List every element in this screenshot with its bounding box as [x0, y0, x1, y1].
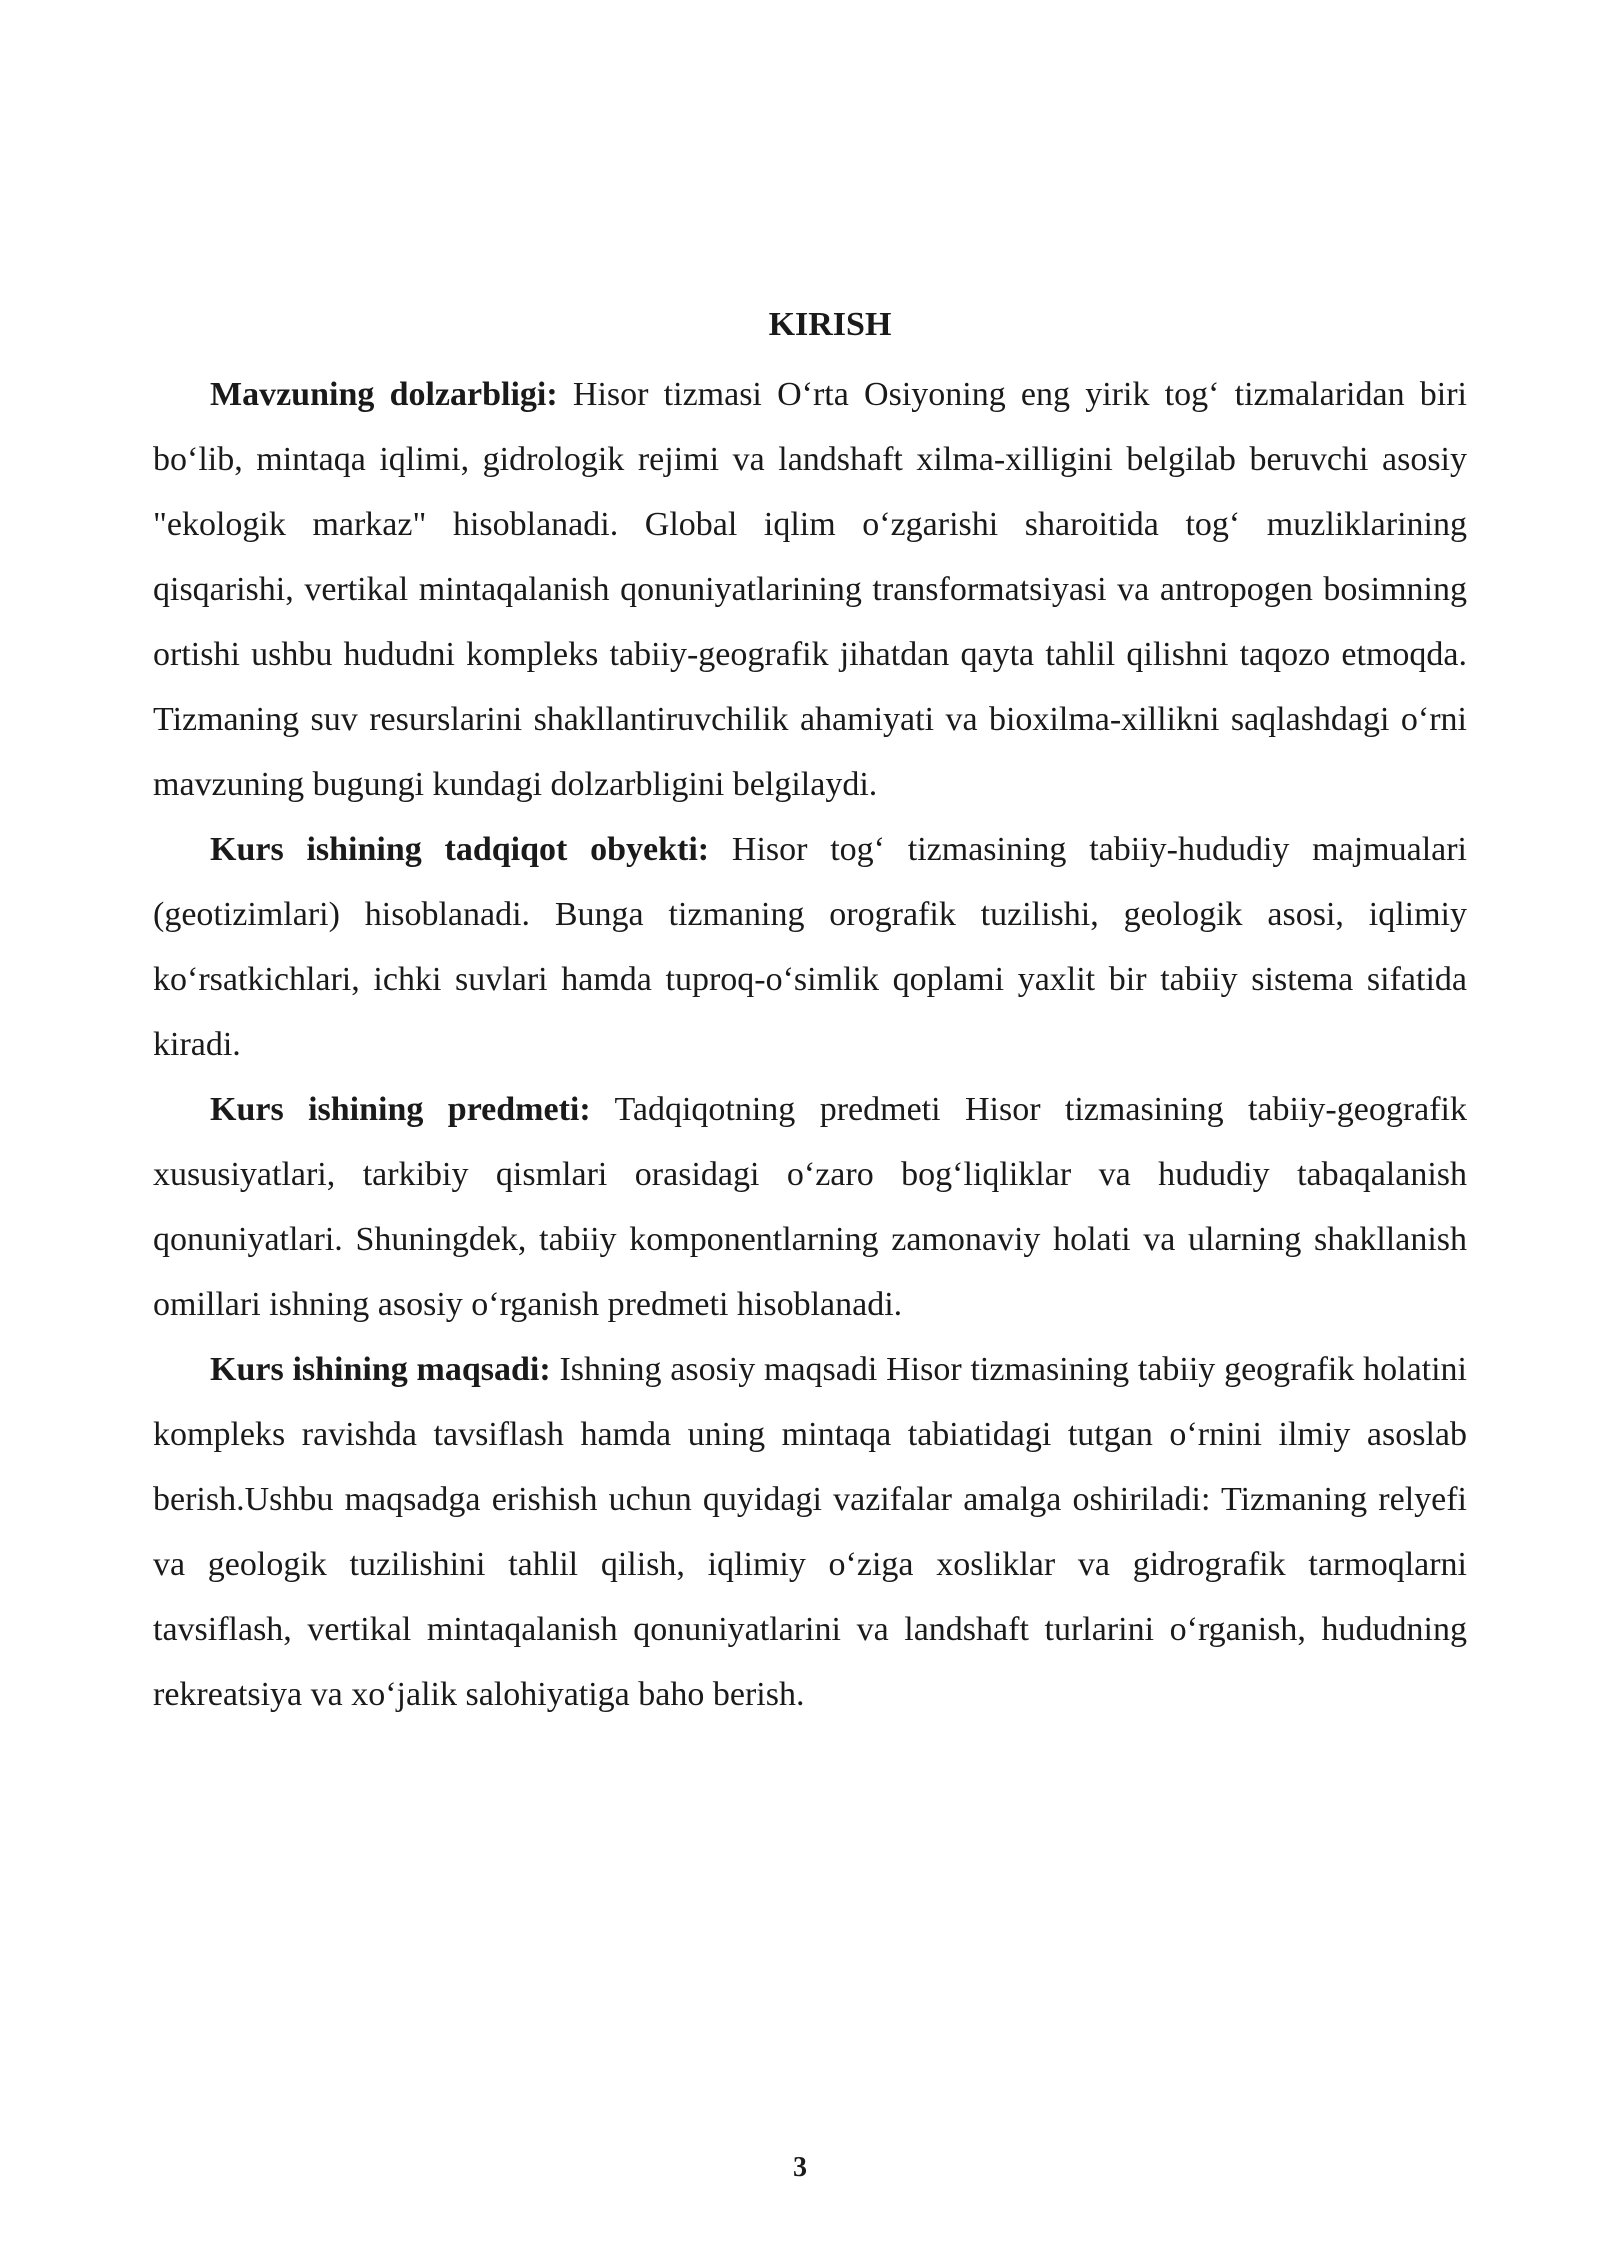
paragraph-text: Tadqiqotning predmeti Hisor tizmasining tabiiy-geografik xususiyatlari, tarkibiy qismlari orasidagi o‘zaro bog‘liqliklar va hududiy tabaqalanish qonuniyatlari. Shuningdek, tabiiy komponentlarning zamonaviy holati va ularning shakllanish omillari ishning asosiy o‘rganish predmeti hisoblanadi. [153, 1091, 1467, 1323]
page-content [153, 298, 1467, 1727]
paragraph-label: Kurs ishining maqsadi: [210, 1351, 551, 1388]
paragraph-goal [153, 1337, 1467, 1727]
paragraph-relevance [153, 362, 1467, 817]
paragraph-text: Hisor tizmasi O‘rta Osiyoning eng yirik tog‘ tizmalaridan biri bo‘lib, mintaqa iqlimi, gidrologik rejimi va landshaft xilma-xilligini belgilab beruvchi asosiy "ekologik markaz" hisoblanadi. Global iqlim o‘zgarishi sharoitida tog‘ muzliklarining qisqarishi, vertikal mintaqalanish qonuniyatlarining transformatsiyasi va antropogen bosimning ortishi ushbu hududni kompleks tabiiy-geografik jihatdan qayta tahlil qilishni taqozo etmoqda. Tizmaning suv resurslarini shakllantiruvchilik ahamiyati va bioxilma-xillikni saqlashdagi o‘rni mavzuning bugungi kundagi dolzarbligini belgilaydi. [153, 376, 1467, 803]
paragraph-subject [153, 1077, 1467, 1337]
paragraph-label: Kurs ishining predmeti: [210, 1091, 591, 1128]
paragraph-text: Ishning asosiy maqsadi Hisor tizmasining tabiiy geografik holatini kompleks ravishda tavsiflash hamda uning mintaqa tabiatidagi tutgan o‘rnini ilmiy asoslab berish.Ushbu maqsadga erishish uchun quyidagi vazifalar amalga oshiriladi: Tizmaning relyefi va geologik tuzilishini tahlil qilish, iqlimiy o‘ziga xosliklar va gidrografik tarmoqlarni tavsiflash, vertikal mintaqalanish qonuniyatlarini va landshaft turlarini o‘rganish, hududning rekreatsiya va xo‘jalik salohiyatiga baho berish. [153, 1351, 1467, 1713]
page-number: 3 [793, 2152, 807, 2183]
paragraph-label: Kurs ishining tadqiqot obyekti: [210, 831, 710, 868]
section-heading: KIRISH [768, 306, 892, 343]
paragraph-text: Hisor tog‘ tizmasining tabiiy-hududiy majmualari (geotizimlari) hisoblanadi. Bunga tizmaning orografik tuzilishi, geologik asosi, iqlimiy ko‘rsatkichlari, ichki suvlari hamda tuproq-o‘simlik qoplami yaxlit bir tabiiy sistema sifatida kiradi. [153, 831, 1467, 1063]
paragraph-research-object [153, 817, 1467, 1077]
paragraph-label: Mavzuning dolzarbligi: [210, 376, 558, 413]
